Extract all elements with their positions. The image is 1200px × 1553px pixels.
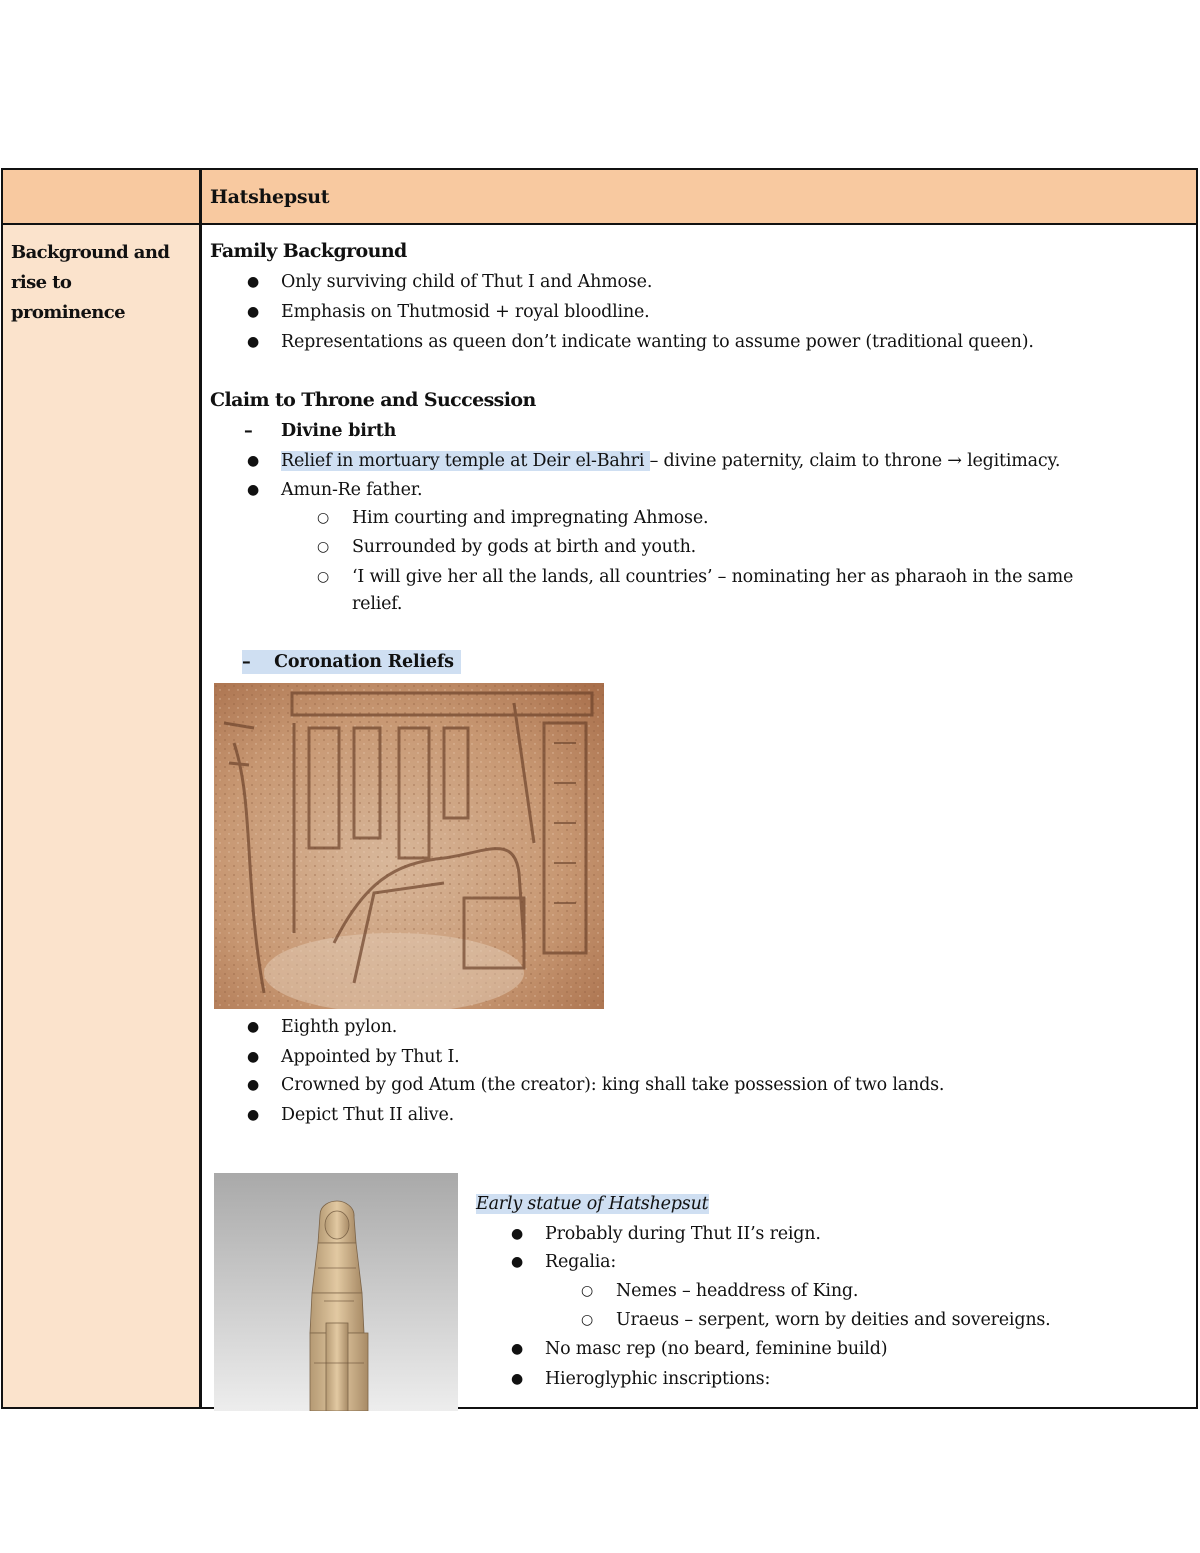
list-item: Depict Thut II alive. — [281, 1105, 455, 1125]
list-item: Eighth pylon. — [281, 1017, 398, 1037]
circle-bullet-icon: ○ — [581, 1283, 594, 1299]
coronation-relief-image — [214, 683, 604, 1009]
bullet-icon: ● — [247, 1049, 260, 1065]
list-item: Hieroglyphic inscriptions: — [545, 1369, 771, 1389]
sub-list-item-continuation: relief. — [352, 594, 403, 614]
row-content-cell — [202, 225, 1196, 1407]
sub-list-item: Surrounded by gods at birth and youth. — [352, 537, 697, 557]
circle-bullet-icon: ○ — [317, 539, 330, 555]
bullet-icon: ● — [247, 1019, 260, 1035]
bullet-icon: ● — [247, 1107, 260, 1123]
bullet-icon: ● — [511, 1341, 524, 1357]
list-item: Regalia: — [545, 1252, 617, 1272]
bullet-icon: ● — [511, 1226, 524, 1242]
notes-table — [1, 168, 1198, 1409]
row-label: Background and rise to prominence — [11, 242, 170, 323]
list-item: Crowned by god Atum (the creator): king shall take possession of two lands. — [281, 1075, 945, 1095]
dash-icon: – — [244, 421, 253, 441]
coronation-subheading: – Coronation Reliefs — [242, 650, 461, 674]
bullet-icon: ● — [247, 274, 260, 290]
list-item: Amun-Re father. — [281, 480, 423, 500]
claim-heading: Claim to Throne and Succession — [210, 389, 536, 411]
row-label-cell — [3, 225, 199, 1407]
column-divider — [199, 170, 202, 1407]
list-item: Probably during Thut II’s reign. — [545, 1224, 821, 1244]
list-item: Only surviving child of Thut I and Ahmose. — [281, 272, 653, 292]
bullet-icon: ● — [247, 482, 260, 498]
sub-list-item: Uraeus – serpent, worn by deities and sovereigns. — [616, 1310, 1051, 1330]
bullet-icon: ● — [247, 1077, 260, 1093]
family-heading: Family Background — [210, 240, 407, 262]
bullet-icon: ● — [511, 1371, 524, 1387]
highlighted-text: Relief in mortuary temple at Deir el-Bahri — [281, 451, 650, 471]
sub-list-item: Nemes – headdress of King. — [616, 1281, 859, 1301]
list-item: Emphasis on Thutmosid + royal bloodline. — [281, 302, 650, 322]
table-header-row — [3, 170, 1196, 225]
circle-bullet-icon: ○ — [317, 569, 330, 585]
circle-bullet-icon: ○ — [581, 1312, 594, 1328]
sub-list-item: Him courting and impregnating Ahmose. — [352, 508, 709, 528]
divine-birth-subheading: Divine birth — [281, 421, 397, 441]
list-item: Representations as queen don’t indicate wanting to assume power (traditional queen). — [281, 332, 1034, 352]
circle-bullet-icon: ○ — [317, 510, 330, 526]
list-item: Relief in mortuary temple at Deir el-Bahri – divine paternity, claim to throne → legitimacy. — [281, 451, 1061, 471]
sub-list-item: ‘I will give her all the lands, all countries’ – nominating her as pharaoh in the same — [352, 567, 1074, 587]
bullet-icon: ● — [247, 453, 260, 469]
page-title: Hatshepsut — [210, 186, 330, 208]
list-item: Appointed by Thut I. — [281, 1047, 460, 1067]
statue-image — [214, 1173, 458, 1411]
bullet-icon: ● — [511, 1254, 524, 1270]
statue-caption: Early statue of Hatshepsut — [476, 1194, 709, 1214]
bullet-icon: ● — [247, 334, 260, 350]
list-item: No masc rep (no beard, feminine build) — [545, 1339, 888, 1359]
bullet-icon: ● — [247, 304, 260, 320]
